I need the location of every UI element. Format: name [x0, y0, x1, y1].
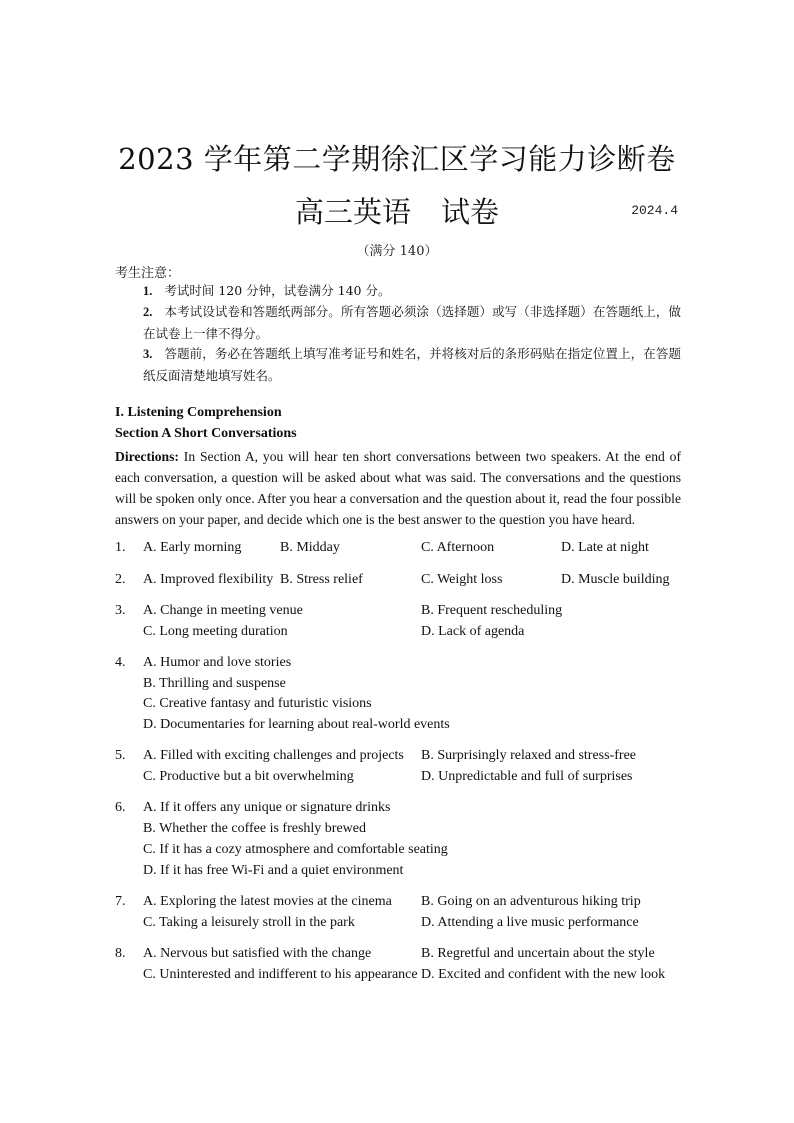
- option-d: D. Late at night: [561, 540, 649, 555]
- option-c: C. Uninterested and indifferent to his appearance: [143, 967, 418, 982]
- option-d: D. Attending a live music performance: [421, 915, 639, 930]
- option-a: A. Humor and love stories: [143, 655, 292, 670]
- note-number: 1.: [143, 284, 153, 298]
- option-b: B. Regretful and uncertain about the style: [421, 946, 655, 961]
- note-text: 答题前，务必在答题纸上填写准考证号和姓名，并将核对后的条形码贴在指定位置上，在答题纸反面清楚地填写姓名。: [143, 346, 681, 383]
- question-number: 2.: [115, 572, 126, 587]
- exam-title: 2023 学年第二学期徐汇区学习能力诊断卷: [118, 142, 676, 176]
- note-number: 2.: [143, 305, 153, 319]
- option-d: D. Muscle building: [561, 572, 670, 587]
- option-c: C. Taking a leisurely stroll in the park: [143, 915, 355, 930]
- option-c: C. If it has a cozy atmosphere and comfortable seating: [143, 842, 448, 857]
- option-b: B. Frequent rescheduling: [421, 603, 563, 618]
- option-a: A. Filled with exciting challenges and projects: [143, 748, 404, 763]
- option-c: C. Afternoon: [421, 540, 495, 555]
- full-score: （满分 140）: [356, 244, 438, 259]
- option-c: C. Weight loss: [421, 572, 503, 587]
- question-number: 7.: [115, 894, 126, 909]
- directions-text: In Section A, you will hear ten short conversations between two speakers. At the end of each conversation, a question will be asked about what was said. The conversations and the questions will be spoken only once. After you hear a conversation and the question about it, read the four possible answers on your paper, and decide which one is the best answer to the question you have heard.: [115, 449, 681, 527]
- option-a: A. Improved flexibility: [143, 572, 274, 587]
- option-a: A. Change in meeting venue: [143, 603, 303, 618]
- option-d: D. Unpredictable and full of surprises: [421, 769, 633, 784]
- option-d: D. Documentaries for learning about real-world events: [143, 717, 450, 732]
- note-item-1: [143, 280, 681, 302]
- note-item-3: [143, 343, 681, 386]
- option-a: A. If it offers any unique or signature drinks: [143, 800, 391, 815]
- option-b: B. Going on an adventurous hiking trip: [421, 894, 641, 909]
- question-number: 6.: [115, 800, 126, 815]
- question-number: 5.: [115, 748, 126, 763]
- section-title: Section A Short Conversations: [115, 426, 297, 441]
- option-c: C. Productive but a bit overwhelming: [143, 769, 354, 784]
- question-number: 4.: [115, 655, 126, 670]
- question-number: 1.: [115, 540, 126, 555]
- paper-label: 试卷: [441, 195, 500, 229]
- option-a: A. Nervous but satisfied with the change: [143, 946, 372, 961]
- option-d: D. Excited and confident with the new look: [421, 967, 666, 982]
- option-b: B. Surprisingly relaxed and stress-free: [421, 748, 636, 763]
- option-a: A. Exploring the latest movies at the cinema: [143, 894, 392, 909]
- note-item-2: [143, 301, 681, 344]
- question-number: 8.: [115, 946, 126, 961]
- part-title: I. Listening Comprehension: [115, 405, 282, 420]
- option-b: B. Whether the coffee is freshly brewed: [143, 821, 367, 836]
- option-c: C. Creative fantasy and futuristic visions: [143, 696, 372, 711]
- option-a: A. Early morning: [143, 540, 242, 555]
- notes-heading: 考生注意：: [115, 266, 181, 281]
- directions: [115, 446, 681, 530]
- question-number: 3.: [115, 603, 126, 618]
- option-b: B. Stress relief: [280, 572, 363, 587]
- option-d: D. Lack of agenda: [421, 624, 525, 639]
- subject-label: 高三英语: [294, 195, 411, 229]
- exam-date: 2024.4: [631, 203, 678, 218]
- option-c: C. Long meeting duration: [143, 624, 288, 639]
- note-text: 本考试设试卷和答题纸两部分。所有答题必须涂（选择题）或写（非选择题）在答题纸上，做在试卷上一律不得分。: [143, 304, 681, 341]
- option-b: B. Thrilling and suspense: [143, 676, 286, 691]
- directions-label: Directions:: [115, 449, 179, 464]
- note-text: 考试时间 120 分钟，试卷满分 140 分。: [164, 283, 391, 298]
- note-number: 3.: [143, 347, 153, 361]
- option-d: D. If it has free Wi-Fi and a quiet environment: [143, 863, 404, 878]
- option-b: B. Midday: [280, 540, 340, 555]
